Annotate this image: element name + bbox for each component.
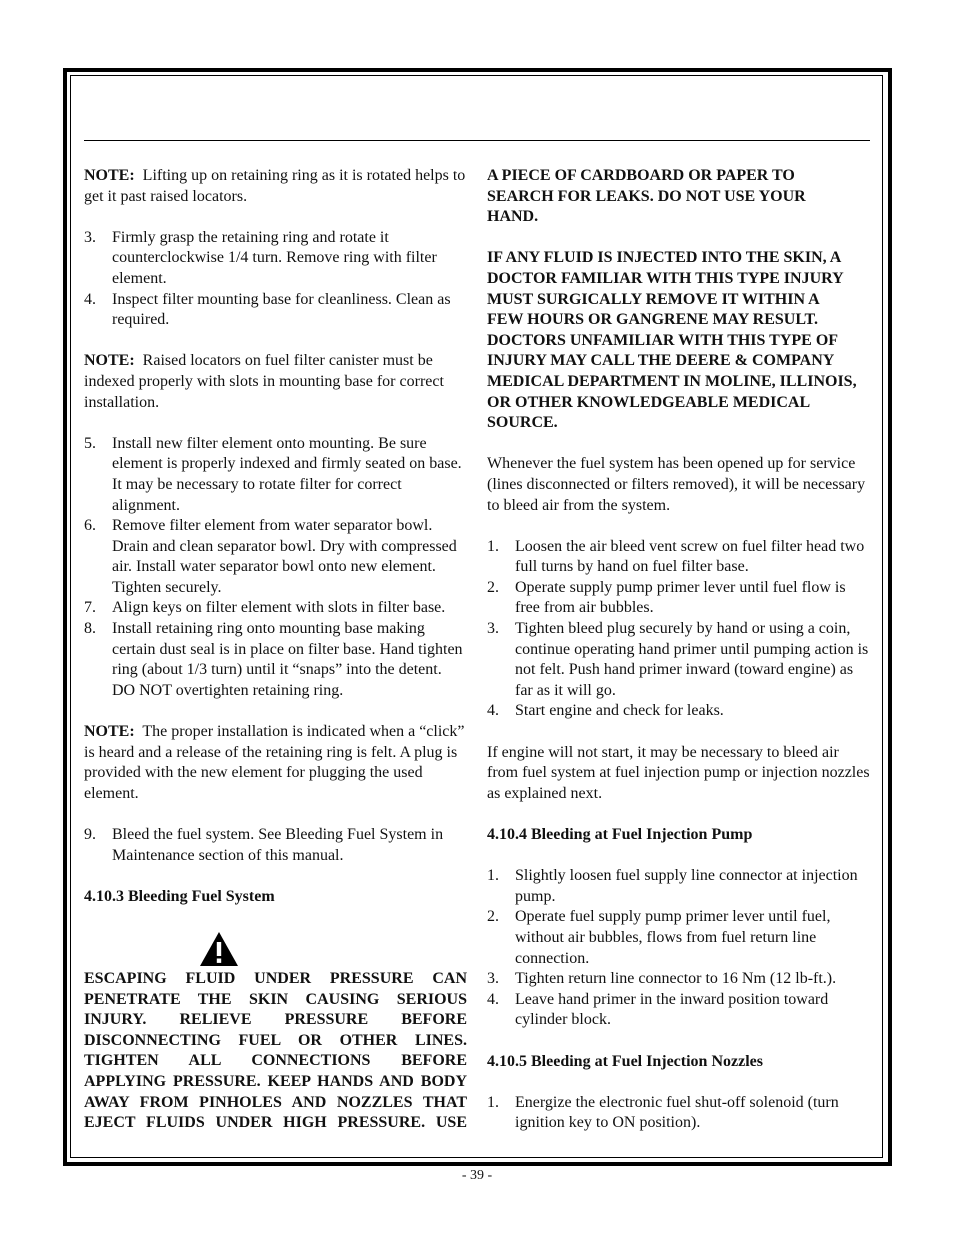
list-item-text: Loosen the air bleed vent screw on fuel filter head two full turns by hand on fuel filter base. [515,537,865,576]
warning-line: IF ANY FLUID IS INJECTED INTO THE SKIN, A [487,249,842,267]
steps-b [84,434,467,702]
list-item-number: 3. [487,620,499,638]
note-2 [84,351,467,413]
warning-triangle-icon [199,931,239,967]
note-text: The proper installation is indicated when a “click” is heard and a release of the retaining ring is felt. A plug is provided with the new element for plugging the used element. [84,723,465,802]
section-heading-4-10-4: 4.10.4 Bleeding at Fuel Injection Pump [487,826,753,843]
list-item-text: Inspect filter mounting base for cleanliness. Clean as required. [112,290,451,329]
list-item-text: Tighten return line connector to 16 Nm (12 lb-ft.). [515,970,837,988]
note-text: Raised locators on fuel filter canister must be indexed properly with slots in mounting base for correct installation. [84,352,444,411]
list-item-number: 8. [84,620,96,638]
list-item-number: 2. [487,908,499,926]
note-label: NOTE: [84,352,135,370]
list-item-text: Operate supply pump primer lever until fuel flow is free from air bubbles. [515,578,846,617]
list-item [84,598,467,619]
warning-line: TIGHTEN ALL CONNECTIONS BEFORE [84,1052,467,1070]
list-item-text: Install new filter element onto mounting. Be sure element is properly indexed and firmly seated on base. It may be necessary to rotate filter for correct alignment. [112,434,462,514]
list-item-text: Start engine and check for leaks. [515,702,724,720]
list-item-text: Tighten bleed plug securely by hand or using a coin, continue operating hand primer until pumping action is not felt. Push hand primer inward (toward engine) as far as it will go. [515,620,869,699]
warning-line: DOCTORS UNFAMILIAR WITH THIS TYPE OF [487,331,839,349]
note-label: NOTE: [84,167,135,184]
section-heading-4-10-3: 4.10.3 Bleeding Fuel System [84,887,275,905]
note-label: NOTE: [84,723,135,741]
no-start-paragraph: If engine will not start, it may be necessary to bleed air from fuel system at fuel injection pump or injection nozzles as explained next. [487,743,870,802]
warning-line: MUST SURGICALLY REMOVE IT WITHIN A [487,290,820,308]
section-heading-4-10-5: 4.10.5 Bleeding at Fuel Injection Nozzles [487,1052,763,1070]
warning-line: MEDICAL DEPARTMENT IN MOLINE, ILLINOIS, [487,372,857,390]
list-item-number: 5. [84,434,96,452]
list-item [84,434,467,516]
list-item [84,516,467,598]
note-3 [84,722,467,804]
list-item [487,969,870,990]
list-item [487,990,870,1031]
list-item-number: 4. [487,702,499,720]
steps-c [84,825,467,866]
list-item [84,825,467,866]
list-item-number: 3. [84,228,96,246]
list-item [84,228,467,290]
list-item-number: 7. [84,599,96,617]
list-item-number: 9. [84,826,96,843]
list-item-number: 1. [487,867,499,885]
list-item-number: 6. [84,517,96,535]
list-item [487,907,870,969]
warning-block-1 [84,969,467,1134]
steps-a [84,228,467,331]
warning-line: PENETRATE THE SKIN CAUSING SERIOUS [84,990,467,1008]
warning-block-2 [487,248,870,433]
header-rule [84,140,870,141]
list-item-number: 3. [487,970,499,988]
list-item-text: Slightly loosen fuel supply line connector at injection pump. [515,867,858,905]
warning-continued [487,166,870,228]
list-item-text: Install retaining ring onto mounting base making certain dust seal is in place on filter base. Hand tighten ring (about 1/3 turn) until it “snaps” into the detent. DO NOT overtighten retaining ring. [112,620,463,699]
bleed-steps [487,537,870,722]
warning-line: DISCONNECTING FUEL OR OTHER LINES. [84,1031,467,1049]
warning-line: FEW HOURS OR GANGRENE MAY RESULT. [487,311,819,329]
nozzle-steps [487,1093,870,1134]
warning-line: OR OTHER KNOWLEDGEABLE MEDICAL [487,393,811,411]
list-item [487,1093,870,1134]
list-item-number: 4. [487,990,499,1008]
note-1 [84,166,467,207]
warning-line: APPLYING PRESSURE. KEEP HANDS AND BODY [84,1072,467,1090]
list-item-text: Leave hand primer in the inward position toward cylinder block. [515,990,829,1029]
list-item-text: Operate fuel supply pump primer lever until fuel, without air bubbles, flows from fuel return line connection. [515,908,831,967]
list-item [84,619,467,701]
list-item [84,290,467,331]
list-item-text: Remove filter element from water separator bowl. Drain and clean separator bowl. Dry with compressed air. Install water separator bowl onto new element. Tighten securely. [112,517,457,596]
list-item [487,701,870,722]
left-column [84,166,467,1134]
warning-line: SEARCH FOR LEAKS. DO NOT USE YOUR [487,187,806,205]
list-item [487,578,870,619]
warning-line: INJURY. RELIEVE PRESSURE BEFORE [84,1011,467,1029]
intro-paragraph: Whenever the fuel system has been opened up for service (lines disconnected or filters removed), it will be necessary to bleed air from the system. [487,455,866,514]
warning-line: DOCTOR FAMILIAR WITH THIS TYPE INJURY [487,269,844,287]
list-item [487,537,870,578]
list-item-number: 4. [84,290,96,308]
list-item-text: Energize the electronic fuel shut-off solenoid (turn ignition key to ON position). [515,1093,839,1132]
pump-steps [487,866,870,1031]
note-text: Lifting up on retaining ring as it is rotated helps to get it past raised locators. [84,167,466,205]
page-number: - 39 - [461,1168,493,1183]
warning-line: HAND. [487,208,539,226]
warning-line: A PIECE OF CARDBOARD OR PAPER TO [487,167,795,184]
list-item-number: 1. [487,1093,499,1111]
warning-line: SOURCE. [487,414,558,432]
list-item-text: Align keys on filter element with slots in filter base. [112,599,446,617]
warning-line: INJURY MAY CALL THE DEERE & COMPANY [487,352,835,370]
list-item [487,866,870,907]
warning-line: AWAY FROM PINHOLES AND NOZZLES THAT [84,1093,467,1111]
warning-line: ESCAPING FLUID UNDER PRESSURE CAN [84,969,467,987]
right-column [487,166,870,1134]
list-item-number: 2. [487,578,499,596]
warning-line: EJECT FLUIDS UNDER HIGH PRESSURE. USE [84,1114,467,1132]
list-item-text: Firmly grasp the retaining ring and rotate it counterclockwise 1/4 turn. Remove ring with filter element. [112,228,437,287]
list-item-number: 1. [487,537,499,555]
list-item [487,619,870,701]
list-item-text: Bleed the fuel system. See Bleeding Fuel System in Maintenance section of this manual. [112,826,444,864]
